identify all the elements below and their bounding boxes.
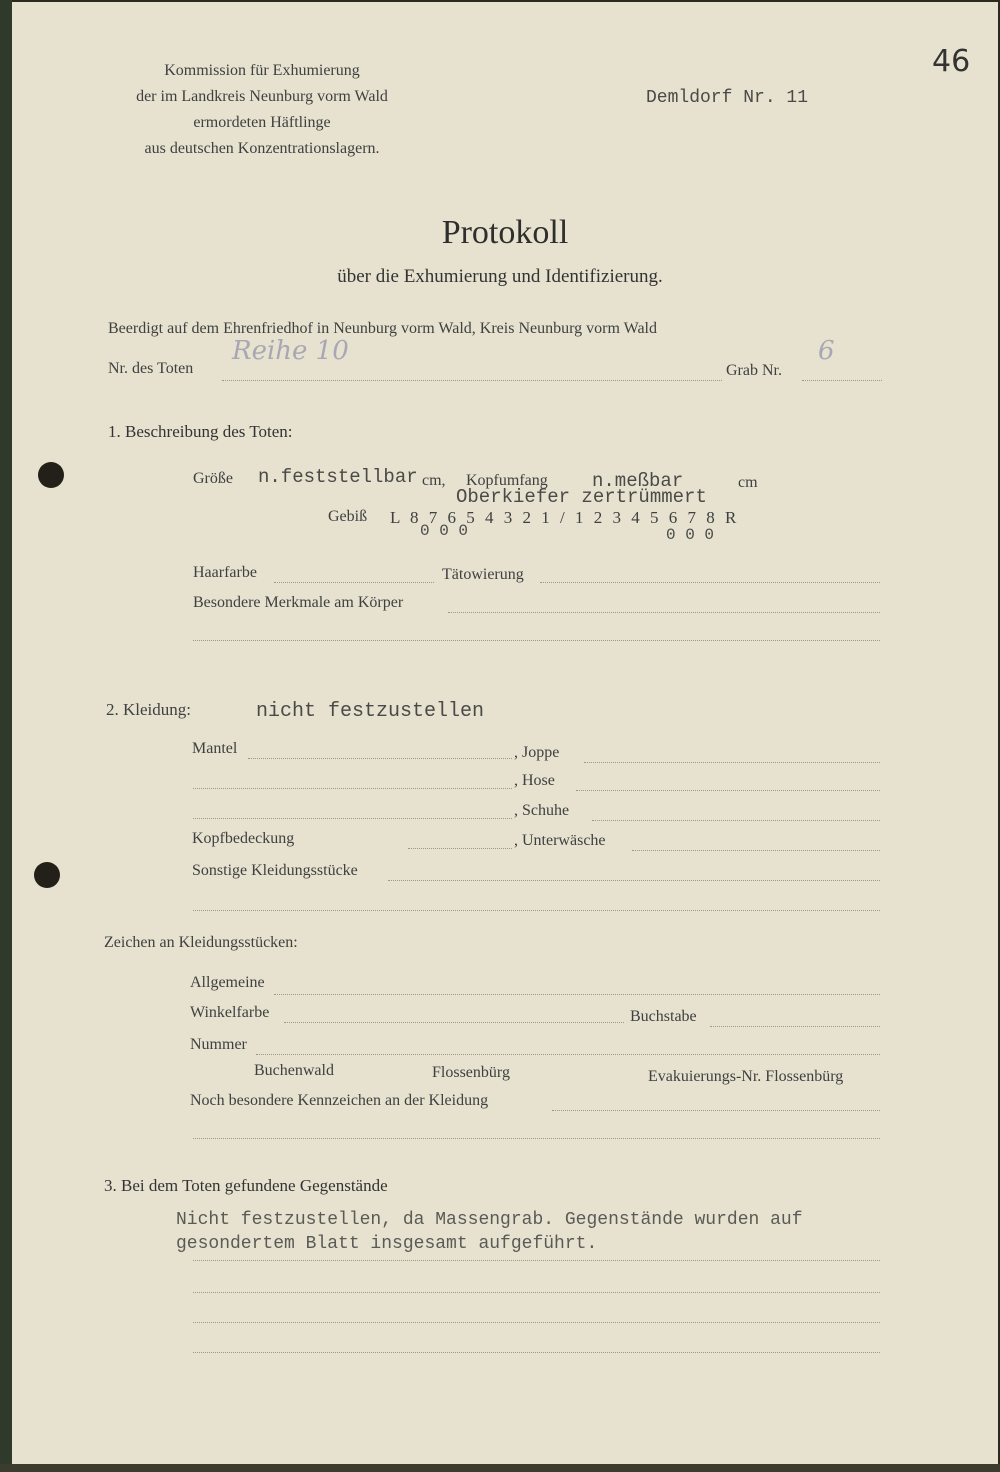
dotted-line (193, 1292, 880, 1293)
dotted-line (408, 848, 512, 849)
dotted-line (193, 1138, 880, 1139)
evacuation-number-label: Evakuierungs-Nr. Flossenbürg (648, 1068, 844, 1085)
dotted-line (193, 910, 880, 911)
dotted-line (710, 1026, 880, 1027)
commission-line-4: aus deutschen Konzentrationslagern. (144, 140, 380, 157)
document-subtitle: über die Exhumierung und Identifizierung. (337, 266, 663, 287)
grave-number-label: Grab Nr. (726, 362, 782, 379)
commission-header (92, 58, 432, 162)
scan-edge-bottom (0, 1464, 1000, 1472)
dotted-line (274, 994, 880, 995)
height-value: n.feststellbar (258, 466, 418, 488)
commission-line-1: Kommission für Exhumierung (164, 62, 360, 79)
other-marks-label: Noch besondere Kennzeichen an der Kleidung (190, 1092, 489, 1109)
general-label: Allgemeine (190, 974, 265, 991)
dotted-line (284, 1022, 624, 1023)
height-unit: cm, (422, 472, 446, 489)
section-2-heading: 2. Kleidung: (106, 700, 191, 719)
dotted-line (448, 612, 880, 613)
dotted-line (193, 640, 880, 641)
clothing-value: nicht festzustellen (256, 700, 485, 723)
page-number: 46 (932, 44, 971, 79)
teeth-chart: L 8 7 6 5 4 3 2 1 / 1 2 3 4 5 6 7 8 R (390, 508, 740, 527)
dead-number-label: Nr. des Toten (108, 360, 194, 377)
dotted-line (222, 380, 722, 381)
shoes-label: , Schuhe (514, 802, 570, 819)
flossenbuerg-label: Flossenbürg (432, 1064, 510, 1081)
markings-heading: Zeichen an Kleidungsstücken: (104, 934, 298, 951)
file-reference: Demldorf Nr. 11 (646, 88, 809, 108)
dotted-line (576, 790, 880, 791)
tattoo-label: Tätowierung (442, 566, 524, 583)
height-label: Größe (193, 470, 233, 487)
dead-number-value: Reihe 10 (232, 336, 349, 366)
headwear-label: Kopfbedeckung (192, 830, 295, 847)
grave-number-value: 6 (818, 336, 835, 366)
dotted-line (193, 1322, 880, 1323)
underwear-label: , Unterwäsche (514, 832, 606, 849)
head-circumference-value: n.meßbar (592, 470, 684, 492)
other-clothing-label: Sonstige Kleidungsstücke (192, 862, 358, 879)
document-title: Protokoll (441, 214, 569, 251)
dotted-line (274, 582, 434, 583)
teeth-missing-right: 0 0 0 (666, 526, 715, 544)
punch-hole (38, 462, 64, 488)
document-page (12, 2, 998, 1464)
punch-hole (34, 862, 60, 888)
letter-label: Buchstabe (630, 1008, 697, 1025)
found-items-line-2: gesondertem Blatt insgesamt aufgeführt. (176, 1234, 598, 1254)
dotted-line (193, 818, 512, 819)
dotted-line (193, 788, 512, 789)
section-3-heading: 3. Bei dem Toten gefundene Gegenstände (104, 1176, 388, 1195)
coat-label: Mantel (192, 740, 238, 757)
number-label: Nummer (190, 1036, 247, 1053)
dotted-line (256, 1054, 880, 1055)
upper-jaw-note: Oberkiefer zertrümmert (456, 486, 707, 508)
commission-line-3: ermordeten Häftlinge (193, 114, 331, 131)
dotted-line (592, 820, 880, 821)
jacket-label: , Joppe (514, 744, 560, 761)
commission-line-2: der im Landkreis Neunburg vorm Wald (136, 88, 388, 105)
found-items-line-1: Nicht festzustellen, da Massengrab. Gegenstände wurden auf (176, 1210, 803, 1230)
teeth-missing-left: 0 0 0 (420, 522, 469, 540)
head-circumference-label: Kopfumfang (466, 472, 548, 489)
dotted-line (248, 758, 512, 759)
dotted-line (584, 762, 880, 763)
dotted-line (193, 1352, 880, 1353)
triangle-color-label: Winkelfarbe (190, 1004, 270, 1021)
dotted-line (552, 1110, 880, 1111)
section-1-heading: 1. Beschreibung des Toten: (108, 422, 293, 441)
trousers-label: , Hose (514, 772, 555, 789)
dotted-line (388, 880, 880, 881)
dotted-line (540, 582, 880, 583)
teeth-label: Gebiß (328, 508, 368, 525)
dotted-line (193, 1260, 880, 1261)
hair-color-label: Haarfarbe (193, 564, 257, 581)
scan-edge-left (0, 0, 12, 1472)
special-features-label: Besondere Merkmale am Körper (193, 594, 404, 611)
buchenwald-label: Buchenwald (254, 1062, 334, 1079)
dotted-line (802, 380, 882, 381)
dotted-line (632, 850, 880, 851)
burial-location: Beerdigt auf dem Ehrenfriedhof in Neunburg vorm Wald, Kreis Neunburg vorm Wald (108, 320, 657, 337)
head-circumference-unit: cm (738, 474, 758, 491)
